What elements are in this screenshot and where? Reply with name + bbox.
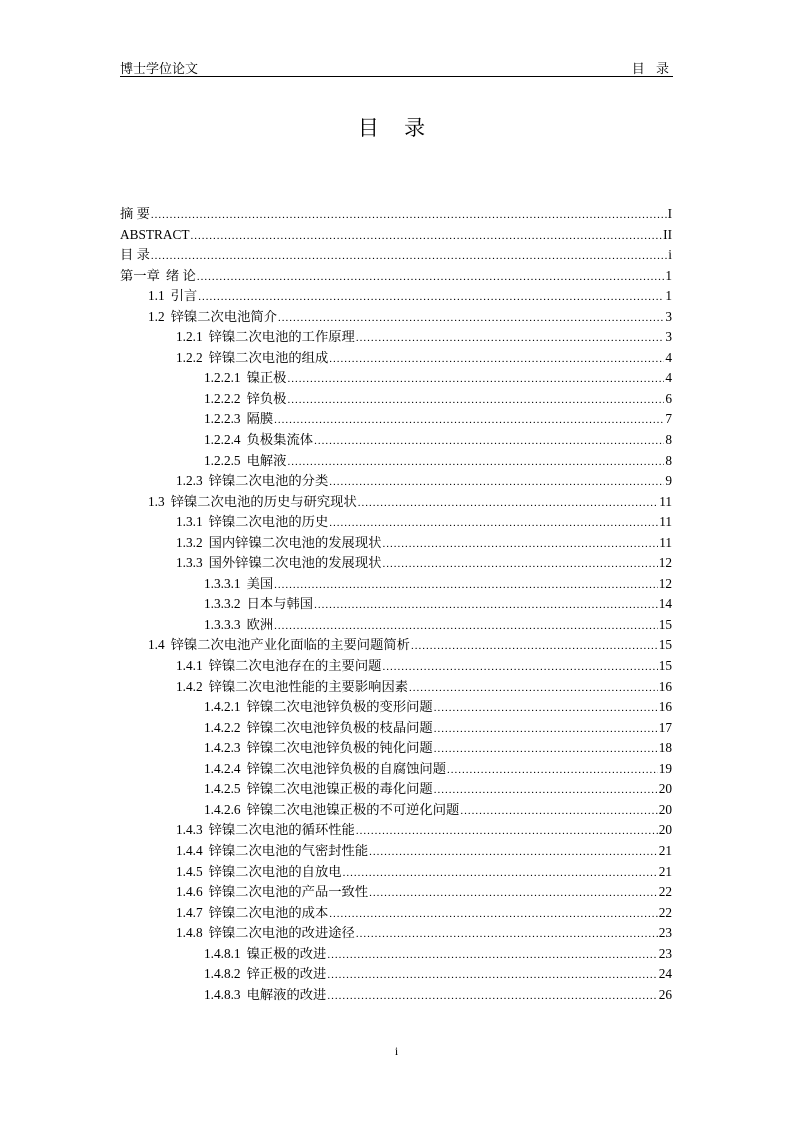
toc-entry-number: 1.4.8.3 (204, 986, 241, 1002)
toc-entry-title: 锌镍二次电池的自放电 (208, 863, 342, 879)
toc-entry-number: 1.4.2.5 (204, 781, 241, 797)
toc-dot-leader (198, 287, 664, 308)
toc-entry-title: 锌镍二次电池的气密封性能 (208, 842, 369, 858)
toc-entry-page: 21 (658, 863, 672, 879)
toc-entry-number: 1.4.8 (176, 925, 203, 941)
toc-entry-page: 9 (665, 473, 672, 489)
toc-entry[interactable] (120, 944, 672, 965)
toc-entry-title: 锌正极的改进 (246, 966, 327, 982)
toc-entry-page: 6 (665, 390, 672, 406)
toc-dot-leader (358, 493, 658, 514)
toc-dot-leader (369, 842, 658, 863)
toc-entry-title: 电解液 (246, 452, 287, 468)
toc-dot-leader (287, 390, 664, 411)
toc-entry[interactable] (120, 245, 672, 266)
toc-entry-number: 1.4.8.1 (204, 945, 241, 961)
toc-entry-number: 1.3 (148, 493, 165, 509)
toc-entry[interactable] (120, 985, 672, 1006)
toc-entry-page: i (668, 247, 672, 263)
page-title: 目 录 (357, 116, 436, 140)
toc-entry[interactable] (120, 841, 672, 862)
toc-entry[interactable] (120, 635, 672, 656)
toc-dot-leader (151, 246, 667, 267)
toc-entry-number: 1.3.3.3 (204, 616, 241, 632)
toc-entry-page: 22 (658, 904, 672, 920)
toc-dot-leader (382, 534, 658, 555)
toc-dot-leader (411, 636, 658, 657)
toc-dot-leader (447, 760, 658, 781)
toc-entry-page: 3 (665, 308, 672, 324)
toc-dot-leader (356, 924, 658, 945)
toc-entry-title: 镍正极 (246, 370, 287, 386)
toc-entry-page: 26 (658, 986, 672, 1002)
toc-entry-page: 3 (665, 329, 672, 345)
toc-entry-number: 1.4.5 (176, 863, 203, 879)
toc-entry-number: 1.3.2 (176, 534, 203, 550)
toc-entry-title: 锌镍二次电池的产品一致性 (208, 884, 369, 900)
toc-entry-page: 20 (658, 801, 672, 817)
toc-entry-title: 锌镍二次电池简介 (170, 308, 277, 324)
toc-entry[interactable] (120, 800, 672, 821)
toc-entry-page: 17 (658, 719, 672, 735)
toc-entry-page: 20 (658, 822, 672, 838)
toc-entry-page: 24 (658, 966, 672, 982)
toc-entry-title: 锌镍二次电池镍正极的不可逆化问题 (246, 801, 460, 817)
toc-entry-number: 1.4.2.3 (204, 740, 241, 756)
toc-entry-page: 14 (658, 596, 672, 612)
toc-entry[interactable] (120, 594, 672, 615)
toc-entry[interactable] (120, 492, 672, 513)
toc-dot-leader (329, 349, 664, 370)
toc-entry-number: 1.2.3 (176, 473, 203, 489)
toc-entry-page: 4 (665, 349, 672, 365)
toc-entry-page: 22 (658, 884, 672, 900)
toc-entry-number: 1.3.1 (176, 514, 203, 530)
toc-entry-title: 锌镍二次电池的历史 (208, 514, 329, 530)
toc-entry-title: 锌镍二次电池的改进途径 (208, 925, 355, 941)
toc-entry-title: 负极集流体 (246, 432, 314, 448)
toc-entry-page: 15 (658, 616, 672, 632)
toc-entry-title: 镍正极的改进 (246, 945, 327, 961)
toc-entry[interactable] (120, 512, 672, 533)
toc-dot-leader (434, 719, 658, 740)
toc-entry[interactable] (120, 471, 672, 492)
toc-entry[interactable] (120, 430, 672, 451)
toc-entry-page: 1 (665, 288, 672, 304)
toc-entry-title: 锌镍二次电池锌负极的自腐蚀问题 (246, 760, 447, 776)
toc-entry-page: 23 (658, 945, 672, 961)
toc-entry[interactable] (120, 204, 672, 225)
toc-dot-leader (278, 308, 664, 329)
toc-entry-title: 目 录 (120, 247, 150, 263)
toc-entry-page: 12 (658, 575, 672, 591)
page-number: i (394, 1044, 399, 1058)
toc-entry-number: 1.3.3.1 (204, 575, 241, 591)
toc-entry[interactable] (120, 409, 672, 430)
table-of-contents (120, 204, 672, 1005)
toc-entry-page: I (667, 206, 672, 221)
toc-entry-page: 20 (658, 781, 672, 797)
toc-entry-number: 1.2.2.3 (204, 411, 241, 427)
toc-dot-leader (314, 595, 658, 616)
toc-entry-number: 1.3.3 (176, 555, 203, 571)
toc-entry-number: 1.2.2.4 (204, 432, 241, 448)
toc-entry[interactable] (120, 266, 672, 287)
toc-entry-title: 摘 要 (120, 206, 150, 221)
toc-entry[interactable] (120, 225, 672, 246)
toc-dot-leader (409, 678, 658, 699)
toc-dot-leader (329, 904, 657, 925)
toc-entry-title: 锌镍二次电池的组成 (208, 349, 329, 365)
toc-dot-leader (329, 513, 658, 534)
toc-entry-number: 1.3.3.2 (204, 596, 241, 612)
toc-dot-leader (314, 431, 664, 452)
toc-entry-page: 15 (658, 637, 672, 653)
toc-dot-leader (434, 739, 658, 760)
toc-entry-title: 隔膜 (246, 411, 274, 427)
toc-entry-page: 11 (659, 534, 672, 550)
toc-dot-leader (151, 205, 667, 226)
toc-entry-number: 1.4.2 (176, 678, 203, 694)
toc-entry-number: 1.4.3 (176, 822, 203, 838)
toc-entry-page: II (663, 226, 672, 242)
toc-entry[interactable] (120, 882, 672, 903)
toc-entry[interactable] (120, 862, 672, 883)
toc-entry[interactable] (120, 286, 672, 307)
toc-entry-title: 国外锌镍二次电池的发展现状 (208, 555, 382, 571)
toc-entry-number: 1.2.2 (176, 349, 203, 365)
toc-entry[interactable] (120, 307, 672, 328)
toc-entry[interactable] (120, 677, 672, 698)
toc-entry[interactable] (120, 718, 672, 739)
toc-entry[interactable] (120, 697, 672, 718)
toc-entry-page: 8 (665, 452, 672, 468)
toc-entry-number: 1.4.2.6 (204, 801, 241, 817)
toc-entry-title: 锌镍二次电池锌负极的钝化问题 (246, 740, 433, 756)
toc-entry-title: 电解液的改进 (246, 986, 327, 1002)
toc-entry-page: 16 (658, 699, 672, 715)
toc-dot-leader (274, 410, 664, 431)
toc-dot-leader (190, 226, 662, 247)
toc-entry-page: 21 (658, 842, 672, 858)
toc-dot-leader (460, 801, 657, 822)
toc-entry-title: 锌镍二次电池的分类 (208, 473, 329, 489)
toc-entry-page: 16 (658, 678, 672, 694)
toc-entry-title: 锌镍二次电池的成本 (208, 904, 329, 920)
toc-entry-title: 锌镍二次电池镍正极的毒化问题 (246, 781, 433, 797)
toc-dot-leader (434, 698, 658, 719)
toc-entry-title: 锌镍二次电池的工作原理 (208, 329, 355, 345)
toc-dot-leader (197, 267, 665, 288)
toc-dot-leader (287, 369, 664, 390)
toc-dot-leader (327, 986, 657, 1007)
toc-dot-leader (327, 945, 657, 966)
toc-entry-page: 23 (658, 925, 672, 941)
toc-entry-title: 美国 (246, 575, 274, 591)
toc-entry[interactable] (120, 348, 672, 369)
toc-dot-leader (356, 821, 658, 842)
toc-dot-leader (343, 863, 658, 884)
toc-entry-number: 1.4.1 (176, 658, 203, 674)
toc-entry-number: 1.4.2.1 (204, 699, 241, 715)
toc-entry-number: 1.4.2.2 (204, 719, 241, 735)
toc-entry-title: 锌镍二次电池的历史与研究现状 (170, 493, 357, 509)
toc-dot-leader (274, 575, 658, 596)
toc-entry-title: 欧洲 (246, 616, 274, 632)
toc-entry-number: 1.4.8.2 (204, 966, 241, 982)
toc-dot-leader (382, 657, 657, 678)
toc-entry-page: 4 (665, 370, 672, 386)
toc-entry-title: 锌镍二次电池的循环性能 (208, 822, 355, 838)
toc-entry-number: 第一章 (120, 267, 160, 283)
toc-dot-leader (369, 883, 658, 904)
toc-entry[interactable] (120, 553, 672, 574)
toc-entry[interactable] (120, 820, 672, 841)
toc-entry[interactable] (120, 533, 672, 554)
toc-entry[interactable] (120, 615, 672, 636)
toc-entry-number: 1.2 (148, 308, 165, 324)
toc-dot-leader (434, 780, 658, 801)
toc-entry-title: 锌镍二次电池性能的主要影响因素 (208, 678, 409, 694)
toc-entry[interactable] (120, 389, 672, 410)
toc-entry-title: 日本与韩国 (246, 596, 314, 612)
toc-entry-page: 19 (658, 760, 672, 776)
toc-entry[interactable] (120, 964, 672, 985)
toc-entry[interactable] (120, 656, 672, 677)
toc-entry-number: 1.4.7 (176, 904, 203, 920)
page-header (120, 56, 673, 77)
toc-dot-leader (287, 452, 664, 473)
toc-entry-number: 1.4.4 (176, 842, 203, 858)
toc-entry-title: 锌镍二次电池锌负极的变形问题 (246, 699, 433, 715)
toc-dot-leader (274, 616, 658, 637)
toc-entry-page: 1 (665, 267, 672, 283)
toc-entry[interactable] (120, 368, 672, 389)
header-section-title: 目 录 (631, 61, 673, 76)
toc-entry-page: 11 (659, 514, 672, 530)
toc-entry-title: ABSTRACT (120, 226, 190, 242)
header-thesis-type: 博士学位论文 (120, 61, 199, 76)
toc-entry-number: 1.4.6 (176, 884, 203, 900)
toc-entry-number: 1.2.2.5 (204, 452, 241, 468)
toc-entry-title: 锌负极 (246, 390, 287, 406)
toc-entry-title: 国内锌镍二次电池的发展现状 (208, 534, 382, 550)
toc-entry-number: 1.4 (148, 637, 165, 653)
toc-entry-number: 1.2.1 (176, 329, 203, 345)
toc-dot-leader (382, 554, 657, 575)
toc-entry[interactable] (120, 451, 672, 472)
toc-entry-number: 1.4.2.4 (204, 760, 241, 776)
toc-entry-page: 11 (659, 493, 672, 509)
toc-entry-page: 7 (665, 411, 672, 427)
toc-entry-page: 12 (658, 555, 672, 571)
toc-entry[interactable] (120, 759, 672, 780)
toc-entry-number: 1.1 (148, 288, 165, 304)
toc-dot-leader (329, 472, 664, 493)
toc-entry[interactable] (120, 779, 672, 800)
toc-entry-title: 绪 论 (165, 267, 196, 283)
toc-entry-title: 锌镍二次电池存在的主要问题 (208, 658, 382, 674)
toc-dot-leader (327, 965, 657, 986)
toc-entry-title: 引言 (170, 288, 198, 304)
toc-entry[interactable] (120, 738, 672, 759)
toc-entry-page: 18 (658, 740, 672, 756)
toc-entry[interactable] (120, 903, 672, 924)
toc-entry-number: 1.2.2.2 (204, 390, 241, 406)
toc-dot-leader (356, 328, 664, 349)
toc-entry-page: 8 (665, 432, 672, 448)
toc-entry-page: 15 (658, 658, 672, 674)
toc-entry[interactable] (120, 574, 672, 595)
toc-entry[interactable] (120, 923, 672, 944)
toc-entry-number: 1.2.2.1 (204, 370, 241, 386)
toc-entry-title: 锌镍二次电池锌负极的枝晶问题 (246, 719, 433, 735)
toc-entry[interactable] (120, 327, 672, 348)
toc-entry-title: 锌镍二次电池产业化面临的主要问题简析 (170, 637, 410, 653)
